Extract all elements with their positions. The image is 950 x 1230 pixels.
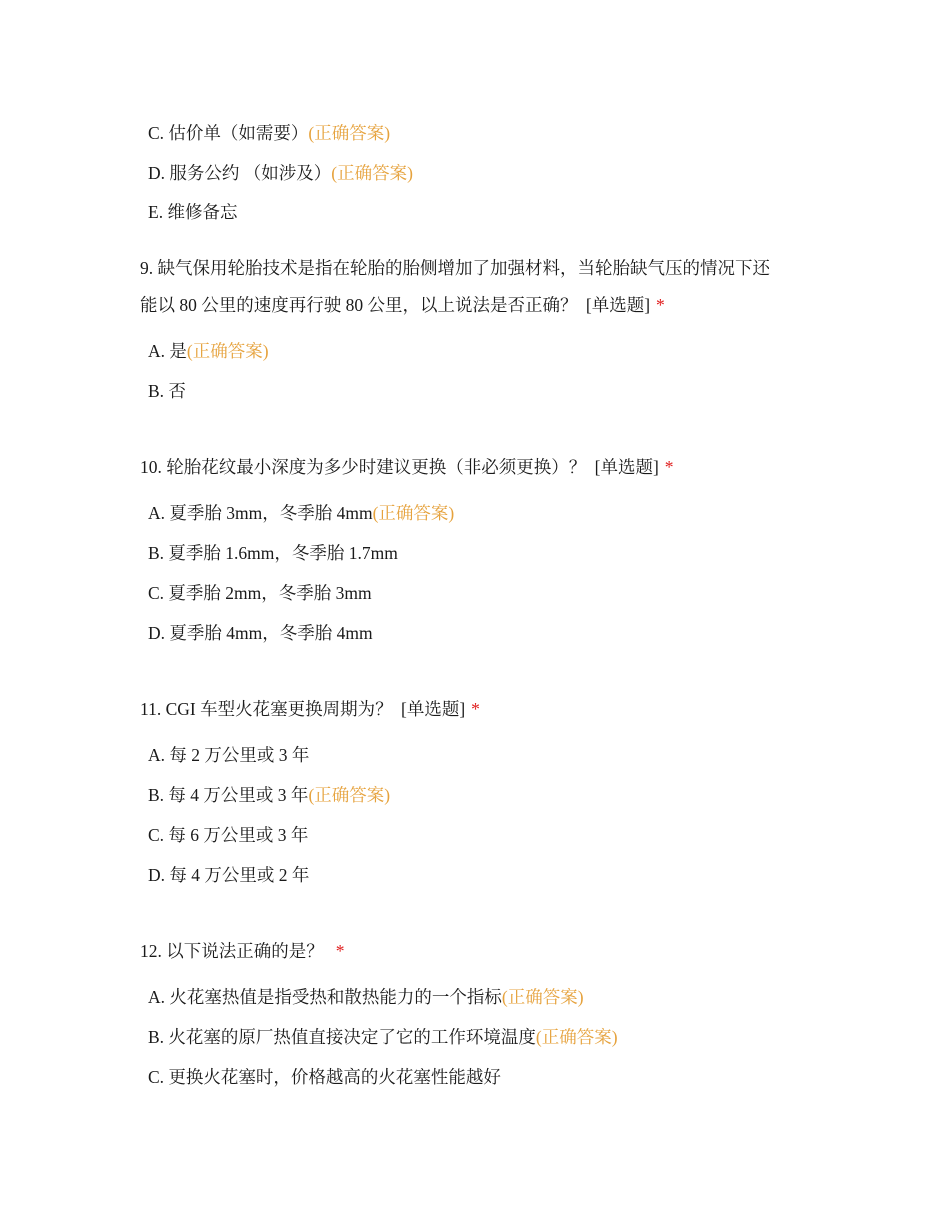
q10-option-b [148, 541, 398, 565]
question-text: 11. CGI 车型火花塞更换周期为？ [140, 699, 393, 719]
required-mark: * [656, 295, 665, 315]
question-type-tag: [单选题] [401, 699, 466, 719]
option-text: C. 夏季胎 2mm，冬季胎 3mm [148, 583, 372, 603]
q11-option-c [148, 823, 308, 847]
correct-answer-tag: (正确答案) [331, 163, 413, 183]
correct-answer-tag: (正确答案) [186, 341, 269, 361]
option-text: C. 更换火花塞时，价格越高的火花塞性能越好 [148, 1067, 501, 1087]
q11-option-b [148, 783, 390, 807]
correct-answer-tag: (正确答案) [308, 785, 391, 805]
option-text: E. 维修备忘 [148, 202, 238, 222]
option-text: C. 估价单（如需要） [148, 123, 309, 143]
option-text: A. 夏季胎 3mm，冬季胎 4mm [148, 503, 373, 523]
required-mark: * [471, 699, 480, 719]
q12-option-c [148, 1065, 501, 1089]
required-mark: * [664, 457, 674, 477]
option-text: D. 夏季胎 4mm，冬季胎 4mm [148, 623, 373, 643]
q12-option-a [148, 985, 584, 1009]
question-text: 12. 以下说法正确的是？ [140, 941, 324, 961]
option-text: D. 每 4 万公里或 2 年 [148, 865, 310, 885]
correct-answer-tag: (正确答案) [501, 987, 584, 1007]
q12-option-b [148, 1025, 618, 1049]
q8-option-d [148, 161, 413, 185]
q9-option-a [148, 339, 269, 363]
question-text: 10. 轮胎花纹最小深度为多少时建议更换（非必须更换）？ [140, 457, 587, 477]
question-text: 能以 80 公里的速度再行驶 80 公里，以上说法是否正确？ [140, 295, 578, 315]
q11-option-a [148, 743, 309, 767]
option-text: B. 每 4 万公里或 3 年 [148, 785, 309, 805]
option-text: B. 否 [148, 381, 186, 401]
q11-title [140, 697, 480, 721]
option-text: A. 每 2 万公里或 3 年 [148, 745, 310, 765]
required-mark: * [335, 941, 345, 961]
correct-answer-tag: (正确答案) [308, 123, 391, 143]
q9-title-line1 [140, 256, 770, 280]
option-text: C. 每 6 万公里或 3 年 [148, 825, 309, 845]
q8-option-c [148, 121, 390, 145]
q12-title [140, 939, 345, 963]
option-text: B. 夏季胎 1.6mm，冬季胎 1.7mm [148, 543, 398, 563]
option-text: A. 是 [148, 341, 187, 361]
question-type-tag: [单选题] [594, 457, 659, 477]
option-text: A. 火花塞热值是指受热和散热能力的一个指标 [148, 987, 502, 1007]
q10-option-d [148, 621, 373, 645]
q8-option-e [148, 200, 237, 224]
q10-option-a [148, 501, 454, 525]
q10-option-c [148, 581, 372, 605]
correct-answer-tag: (正确答案) [535, 1027, 618, 1047]
option-text: D. 服务公约 （如涉及） [148, 163, 332, 183]
question-type-tag: [单选题] [585, 295, 651, 315]
q11-option-d [148, 863, 309, 887]
q9-title-line2 [140, 293, 665, 317]
option-text: B. 火花塞的原厂热值直接决定了它的工作环境温度 [148, 1027, 536, 1047]
q9-option-b [148, 379, 186, 403]
question-text: 9. 缺气保用轮胎技术是指在轮胎的胎侧增加了加强材料，当轮胎缺气压的情况下还 [140, 258, 770, 278]
q10-title [140, 455, 674, 479]
correct-answer-tag: (正确答案) [372, 503, 455, 523]
